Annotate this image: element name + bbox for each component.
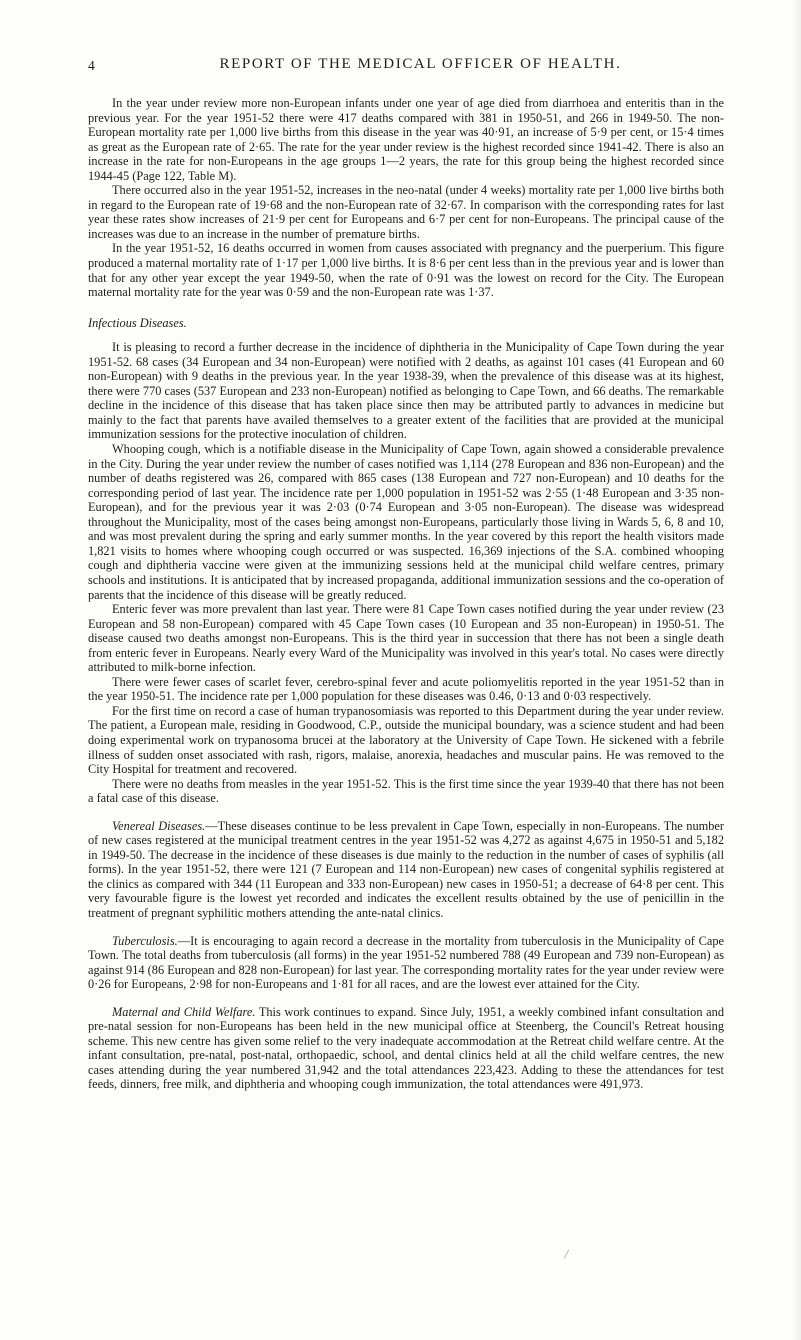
running-header: REPORT OF THE MEDICAL OFFICER OF HEALTH. <box>219 56 622 72</box>
inline-heading-venereal-diseases: Venereal Diseases. <box>112 818 206 833</box>
paragraph-maternal-mortality: In the year 1951-52, 16 deaths occurred in women from causes associated with pregnancy and the puerperium. This figure produced a maternal mortality rate of 1·17 per 1,000 live births. It is 8·6 per cent less than in the previous year and is lower than that for any other year except the year 1949-50, when the rate of 0·91 was the lowest on record for the City. The European maternal mortality rate for the year was 0·59 and the non-European rate was 1·37. <box>88 241 724 300</box>
stray-pen-mark <box>564 1249 570 1258</box>
page-edge-shadow <box>793 0 801 1340</box>
maternal-child-welfare-text: This work continues to expand. Since July, 1951, a weekly combined infant consultation and pre-natal session for non-Europeans has been held in the new municipal office at Steenberg, the Council's Retreat housing scheme. This new centre has given some relief to the very inadequate accommodation at the Retreat child welfare centre. At the infant consultation, pre-natal, post-natal, orthopaedic, school, and dental clinics held at all the child welfare centres, the new cases attending during the year numbered 31,942 and the total attendances 223,423. Adding to these the attendances for test feeds, dinners, free milk, and diphtheria and whooping cough immunization, the total attendances were 491,973. <box>88 1004 724 1092</box>
venereal-diseases-text: —These diseases continue to be less prevalent in Cape Town, especially in non-Europeans. The number of new cases registered at the municipal treatment centres in the year 1951-52 was 4,272 as against 4,675 in 1950-51 and 5,182 in 1949-50. The decrease in the incidence of these diseases is due mainly to the reduction in the number of cases of syphilis (all forms). In the year 1951-52, there were 121 (7 European and 114 non-European) new cases of congenital syphilis registered at the clinics as compared with 344 (11 European and 333 non-European) new cases in 1950-51; a decrease of 64·8 per cent. This very favourable figure is the lowest yet recorded and indicates the excellent results obtained by the use of penicillin in the treatment of pregnant syphilitic mothers attending the ante-natal clinics. <box>88 818 724 920</box>
inline-heading-tuberculosis: Tuberculosis. <box>112 933 178 948</box>
paragraph-scarlet-fever: There were fewer cases of scarlet fever, cerebro-spinal fever and acute poliomyelitis reported in the year 1951-52 than in the year 1950-51. The incidence rate per 1,000 population for these diseases was 0.46, 0·13 and 0·03 respectively. <box>88 674 724 704</box>
tuberculosis-text: —It is encouraging to again record a decrease in the mortality from tuberculosis in the Municipality of Cape Town. The total deaths from tuberculosis (all forms) in the year 1951-52 numbered 788 (49 European and 739 non-European) as against 914 (86 European and 828 non-European) for last year. The corresponding mortality rates for the year under review were 0·26 for Europeans, 2·98 for non-Europeans and 1·81 for all races, and are the lowest ever attained for the City. <box>88 933 724 992</box>
paragraph-neonatal: There occurred also in the year 1951-52, increases in the neo-natal (under 4 weeks) mortality rate per 1,000 live births both in regard to the European rate of 19·68 and the non-European rate of 32·67. In comparison with the corresponding rates for last year these rates show increases of 21·9 per cent for Europeans and 6·7 per cent for non-Europeans. The principal cause of the increases was due to an increase in the number of premature births. <box>88 183 724 241</box>
paragraph-whooping-cough: Whooping cough, which is a notifiable disease in the Municipality of Cape Town, again showed a considerable prevalence in the City. During the year under review the number of cases notified was 1,114 (278 European and 836 non-European) and the number of deaths registered was 26, compared with 865 cases (138 European and 727 non-European) and 10 deaths for the corresponding period of last year. The incidence rate per 1,000 population in 1951-52 was 2·55 (1·48 European and 3·35 non-European), and for the previous year it was 2·03 (0·74 European and 3·05 non-European). The disease was widespread throughout the Municipality, most of the cases being amongst non-Europeans, particularly those living in Wards 5, 6, 8 and 10, and was most prevalent during the spring and early summer months. In the year covered by this report the health visitors made 1,821 visits to homes where whooping cough occurred or was suspected. 16,369 injections of the S.A. combined whooping cough and diphtheria vaccine were given at the immunizing sessions held at the municipal child welfare centres, primary schools and institutions. It is anticipated that by increased propaganda, additional immunization sessions and the co-operation of parents that the incidence of this disease will be greatly reduced. <box>88 442 724 602</box>
section-heading-infectious-diseases: Infectious Diseases. <box>88 315 187 330</box>
paragraph-diarrhoea: In the year under review more non-European infants under one year of age died from diarrhoea and enteritis than in the previous year. For the year 1951-52 there were 417 deaths compared with 381 in 1950-51, and 266 in 1949-50. The non-European mortality rate per 1,000 live births from this disease in the year was 40·91, an increase of 5·9 per cent, or 15·4 times as great as the European rate of 2·65. The rate for the year under review is the highest recorded since 1941-42. There is also an increase in the rate for non-Europeans in the age groups 1—2 years, the rate for this group being the highest recorded since 1944-45 (Page 122, Table M). <box>88 96 724 183</box>
paragraph-maternal-child-welfare <box>88 1005 724 1092</box>
report-body <box>88 96 724 1092</box>
paragraph-venereal-diseases <box>88 819 724 921</box>
paragraph-diphtheria: It is pleasing to record a further decrease in the incidence of diphtheria in the Municipality of Cape Town during the year 1951-52. 68 cases (34 European and 34 non-European) were notified with 2 deaths, as against 101 cases (41 European and 60 non-European) with 9 deaths in the previous year. In the year 1938-39, when the prevalence of this disease was at its highest, there were 770 cases (537 European and 233 non-European) notified as belonging to Cape Town, and 66 deaths. The remarkable decline in the incidence of this disease that has taken place since then may be attributed partly to advances in medicine but mainly to the fact that parents have availed themselves to a greater extent of the facilities that are provided at the municipal immunization sessions for the protective inoculation of children. <box>88 340 724 442</box>
page-number: 4 <box>88 58 96 73</box>
paragraph-measles: There were no deaths from measles in the year 1951-52. This is the first time since the year 1939-40 that there has not been a fatal case of this disease. <box>88 776 724 806</box>
inline-heading-maternal-child-welfare: Maternal and Child Welfare. <box>112 1004 256 1019</box>
paragraph-trypanosomiasis: For the first time on record a case of human trypanosomiasis was reported to this Department during the year under review. The patient, a European male, residing in Goodwood, C.P., outside the municipal boundary, was a science student and had been doing experimental work on trypanosoma brucei at the laboratory at the University of Cape Town. He sickened with a febrile illness of sudden onset associated with rash, rigors, malaise, anorexia, headaches and muscular pains. He was removed to the City Hospital for treatment and recovered. <box>88 703 724 777</box>
paragraph-enteric-fever: Enteric fever was more prevalent than last year. There were 81 Cape Town cases notified during the year under review (23 European and 58 non-European) compared with 45 Cape Town cases (10 European and 35 non-European) in 1950-51. The disease caused two deaths amongst non-Europeans. This is the third year in succession that there has not been a single death from enteric fever in Europeans. Nearly every Ward of the Municipality was involved in this year's total. No cases were directly attributed to milk-borne infection. <box>88 602 724 675</box>
paragraph-tuberculosis <box>88 934 724 992</box>
